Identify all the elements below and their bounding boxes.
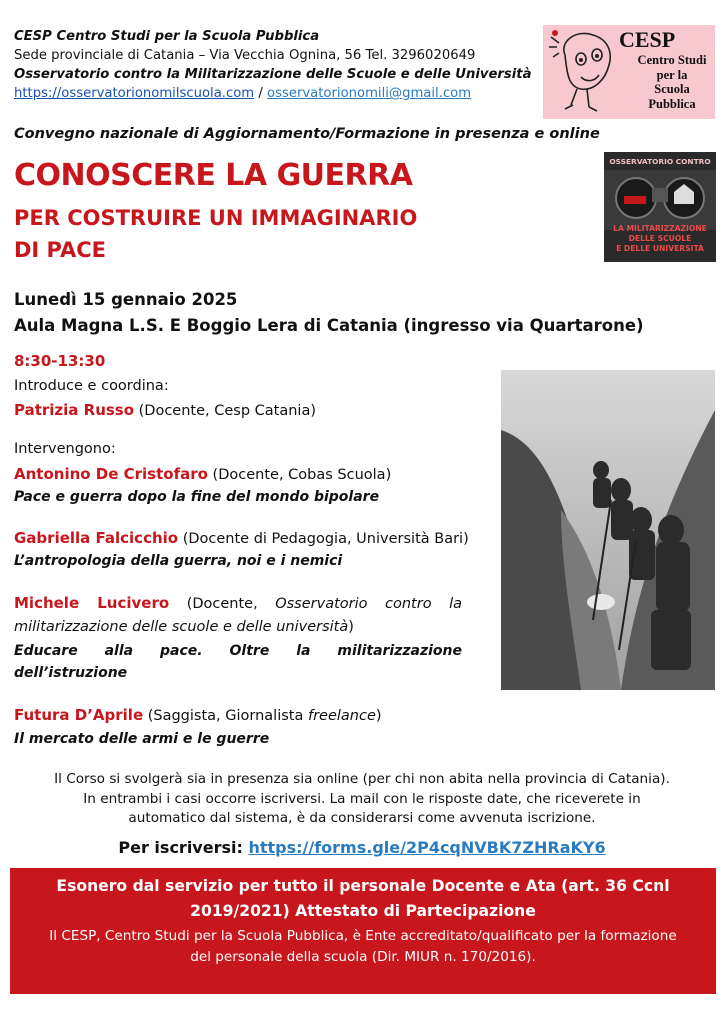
- moderator: [14, 400, 316, 419]
- speaker-1: [14, 464, 391, 483]
- logo-title: CESP: [619, 27, 676, 52]
- event-title: CONOSCERE LA GUERRA: [14, 158, 413, 193]
- speaker-1-name: Antonino De Cristofaro: [14, 465, 208, 483]
- speaker-4-role-italic: freelance: [307, 708, 376, 724]
- badge-caption: LA MILITARIZZAZIONE DELLE SCUOLE E DELLE UNIVERSITÀ: [613, 224, 707, 253]
- speaker-1-talk: Pace e guerra dopo la fine del mondo bipolare: [14, 489, 380, 505]
- speaker-4-role-a: (Saggista, Giornalista: [143, 708, 308, 724]
- speaker-3-role-b: ): [348, 619, 354, 635]
- logo-subtitle: Centro Studi per la Scuola Pubblica: [637, 53, 707, 111]
- speaker-2-name: Gabriella Falcicchio: [14, 529, 179, 547]
- speaker-3-role-a: (Docente,: [169, 596, 276, 612]
- speaker-3-talk: Educare alla pace. Oltre la militarizzazione dell’istruzione: [14, 643, 462, 681]
- soldiers-trench-image: [501, 370, 715, 690]
- speaker-2: [14, 528, 469, 547]
- moderator-role: (Docente, Cesp Catania): [134, 403, 316, 419]
- event-subtitle-2: DI PACE: [14, 238, 107, 262]
- speaker-3-name: Michele Lucivero: [14, 594, 170, 612]
- moderator-name: Patrizia Russo: [14, 401, 135, 419]
- speaker-3-role-italic: Osservatorio contro la militarizzazione delle scuole e delle università: [14, 596, 462, 635]
- exemption-banner: [10, 868, 716, 994]
- event-subtitle-1: PER COSTRUIRE UN IMMAGINARIO: [14, 206, 418, 230]
- speaker-4-name: Futura D’Aprile: [14, 706, 144, 724]
- registration-line: [0, 838, 724, 857]
- notice-line-3: automatico dal sistema, è da considerarsi come avvenuta iscrizione.: [128, 810, 596, 826]
- binoculars-icon: [604, 170, 716, 230]
- speakers-label: Intervengono:: [14, 441, 116, 457]
- speaker-2-role: (Docente di Pedagogia, Università Bari): [178, 531, 469, 547]
- contact-separator: /: [258, 86, 263, 101]
- org-name: CESP Centro Studi per la Scuola Pubblica: [14, 29, 320, 44]
- notice-line-1: Il Corso si svolgerà sia in presenza sia online (per chi non abita nella provincia di Catania).: [54, 771, 670, 787]
- badge-top-label: OSSERVATORIO CONTRO: [609, 157, 711, 166]
- cesp-logo: [543, 25, 715, 119]
- observatory-name: Osservatorio contro la Militarizzazione delle Scuole e delle Università: [14, 67, 532, 82]
- intro-label: Introduce e coordina:: [14, 378, 169, 394]
- event-kicker: Convegno nazionale di Aggiornamento/Formazione in presenza e online: [14, 126, 600, 142]
- banner-line-3: Il CESP, Centro Studi per la Scuola Pubblica, è Ente accreditato/qualificato per la formazione: [49, 928, 677, 944]
- contacts-line: [14, 85, 471, 103]
- speaker-2-talk: L’antropologia della guerra, noi e i nemici: [14, 553, 343, 569]
- speaker-1-role: (Docente, Cobas Scuola): [207, 467, 392, 483]
- attendance-notice: [0, 770, 724, 829]
- notice-line-2: In entrambi i casi occorre iscriversi. La mail con le risposte date, che riceverete in: [83, 790, 641, 807]
- register-label: Per iscriversi:: [118, 838, 249, 857]
- email-link[interactable]: osservatorionomili@gmail.com: [267, 86, 472, 101]
- speaker-4-role-b: ): [375, 708, 382, 724]
- trench-photo: [501, 370, 715, 690]
- observatory-badge: [604, 152, 716, 262]
- speaker-3: [14, 592, 462, 638]
- event-venue: Aula Magna L.S. E Boggio Lera di Catania (ingresso via Quartarone): [14, 316, 644, 335]
- org-address: Sede provinciale di Catania – Via Vecchia Ognina, 56 Tel. 3296020649: [14, 48, 476, 63]
- register-link[interactable]: https://forms.gle/2P4cqNVBK7ZHRaKY6: [248, 838, 606, 857]
- website-link[interactable]: https://osservatorionomilscuola.com: [14, 86, 255, 101]
- speaker-4-talk: Il mercato delle armi e le guerre: [14, 731, 270, 747]
- banner-line-4: del personale della scuola (Dir. MIUR n. 170/2016).: [190, 949, 536, 965]
- event-time: 8:30-13:30: [14, 352, 106, 370]
- event-date: Lunedì 15 gennaio 2025: [14, 290, 238, 309]
- banner-line-2: 2019/2021) Attestato di Partecipazione: [190, 902, 536, 920]
- speaker-4: [14, 705, 382, 724]
- banner-line-1: Esonero dal servizio per tutto il personale Docente e Ata (art. 36 Ccnl: [56, 877, 670, 895]
